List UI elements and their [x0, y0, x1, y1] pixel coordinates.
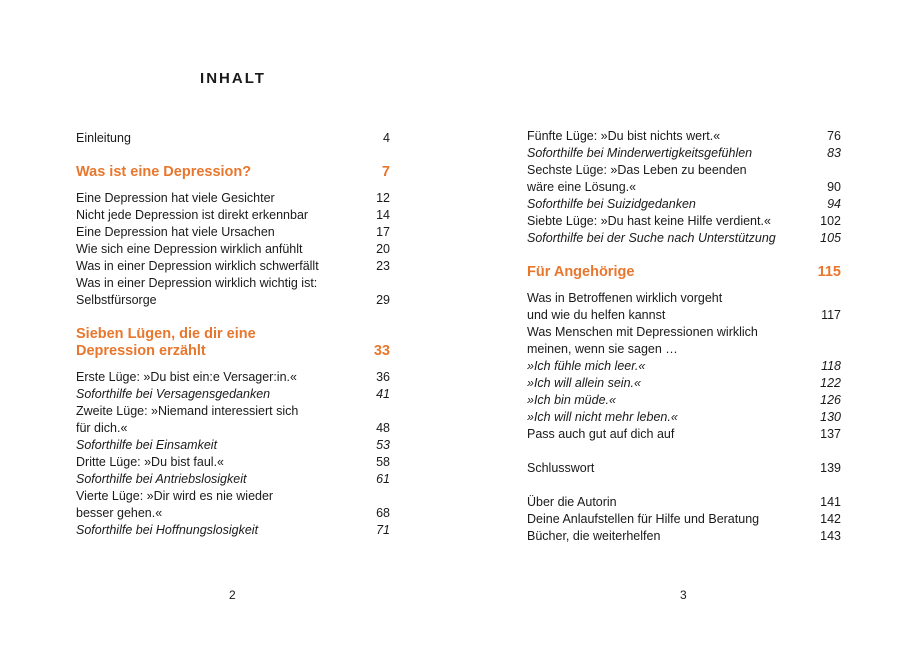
- toc-entry: [527, 290, 841, 307]
- toc-spacer: [527, 443, 841, 460]
- toc-entry-title: Nicht jede Depression ist direkt erkennbar: [76, 207, 309, 222]
- toc-entry-title: Zweite Lüge: »Niemand interessiert sich: [76, 403, 299, 418]
- toc-spacer: [527, 247, 841, 264]
- toc-entry-title: Über die Autorin: [527, 494, 617, 509]
- toc-entry-title: Was in Betroffenen wirklich vorgeht: [527, 290, 723, 305]
- toc-entry: [527, 230, 841, 247]
- toc-entry-title: Bücher, die weiterhelfen: [527, 528, 661, 543]
- toc-entry-page: 143: [820, 528, 841, 543]
- toc-entry-title: Fünfte Lüge: »Du bist nichts wert.«: [527, 129, 721, 143]
- toc-entry-page: 126: [820, 392, 841, 407]
- toc-entry: [76, 471, 390, 488]
- toc-entry-title: Einleitung: [76, 131, 131, 145]
- toc-entry-title: Wie sich eine Depression wirklich anfühlt: [76, 241, 303, 256]
- toc-entry: [527, 494, 841, 511]
- toc-entry-page: 12: [376, 190, 390, 205]
- toc-spacer: [76, 182, 390, 190]
- toc-entry-title: Deine Anlaufstellen für Hilfe und Beratung: [527, 511, 760, 526]
- toc-spacer: [76, 147, 390, 164]
- toc-entry: [76, 224, 390, 241]
- toc-entry-title: Was in einer Depression wirklich wichtig ist:: [76, 275, 318, 290]
- toc-entry-title: Selbstfürsorge: [76, 292, 157, 307]
- toc-entry-title: Soforthilfe bei Suizidgedanken: [527, 197, 696, 211]
- toc-entry: [527, 426, 841, 443]
- toc-entry-title: Schlusswort: [527, 460, 595, 475]
- toc-entry-page: 90: [827, 180, 841, 194]
- toc-entry-title: Soforthilfe bei Einsamkeit: [76, 437, 218, 452]
- toc-entry: [527, 145, 841, 162]
- toc-entry-title: Was in einer Depression wirklich schwerfällt: [76, 258, 319, 273]
- toc-left: [76, 130, 390, 539]
- toc-entry-title: Eine Depression hat viele Ursachen: [76, 224, 275, 239]
- toc-entry-title: Erste Lüge: »Du bist ein:e Versager:in.«: [76, 369, 297, 384]
- toc-entry-page: 118: [821, 358, 841, 373]
- toc-entry-title: Depression erzählt: [76, 343, 206, 359]
- toc-entry-title: »Ich fühle mich leer.«: [527, 358, 646, 373]
- toc-entry: [76, 420, 390, 437]
- toc-entry-page: 71: [376, 522, 390, 537]
- toc-section-heading: [76, 326, 390, 344]
- toc-entry-title: Soforthilfe bei Minderwertigkeitsgefühlen: [527, 146, 753, 160]
- toc-section-heading: [527, 264, 841, 282]
- toc-entry: [76, 275, 390, 292]
- toc-entry: [76, 505, 390, 522]
- toc-entry-title: Vierte Lüge: »Dir wird es nie wieder: [76, 488, 274, 503]
- toc-entry: [76, 190, 390, 207]
- toc-entry-title: »Ich bin müde.«: [527, 392, 616, 407]
- toc-entry-page: 94: [827, 197, 841, 211]
- toc-entry-page: 58: [376, 454, 390, 469]
- toc-entry: [527, 409, 841, 426]
- toc-entry-page: 33: [373, 343, 390, 359]
- toc-entry-title: Pass auch gut auf dich auf: [527, 426, 675, 441]
- toc-entry-title: Sechste Lüge: »Das Leben zu beenden: [527, 163, 747, 177]
- toc-entry: [76, 292, 390, 309]
- toc-entry-page: 23: [376, 258, 390, 273]
- toc-entry-page: 105: [820, 231, 841, 245]
- toc-entry-page: 61: [376, 471, 390, 486]
- toc-entry-page: 4: [383, 131, 390, 145]
- toc-entry: [76, 207, 390, 224]
- page-number-right: 3: [680, 588, 687, 602]
- toc-entry: [527, 392, 841, 409]
- toc-entry: [76, 522, 390, 539]
- toc-entry-title: wäre eine Lösung.«: [527, 180, 637, 194]
- toc-entry-page: 68: [376, 505, 390, 520]
- toc-entry: [527, 511, 841, 528]
- toc-entry: [76, 454, 390, 471]
- toc-entry: [527, 162, 841, 179]
- toc-entry: [76, 386, 390, 403]
- toc-entry-page: 102: [820, 214, 841, 228]
- toc-entry-page: 115: [817, 264, 841, 280]
- toc-entry: [527, 179, 841, 196]
- toc-entry-page: 29: [376, 292, 390, 307]
- page-number-left: 2: [229, 588, 236, 602]
- toc-entry: [76, 403, 390, 420]
- toc-entry-page: 41: [376, 386, 390, 401]
- left-page: [0, 0, 458, 648]
- toc-spacer: [527, 282, 841, 290]
- toc-entry: [527, 213, 841, 230]
- toc-entry-page: 130: [820, 409, 841, 424]
- toc-entry-title: Siebte Lüge: »Du hast keine Hilfe verdient.«: [527, 214, 771, 228]
- toc-entry-page: 76: [827, 129, 841, 143]
- toc-entry-title: Soforthilfe bei Hoffnungslosigkeit: [76, 522, 259, 537]
- toc-spacer: [76, 309, 390, 326]
- toc-entry: [527, 528, 841, 545]
- toc-entry: [76, 488, 390, 505]
- toc-entry: [527, 196, 841, 213]
- toc-entry-title: für dich.«: [76, 420, 128, 435]
- toc-entry-page: 117: [821, 307, 841, 322]
- toc-entry: [527, 341, 841, 358]
- toc-section-heading: [76, 164, 390, 182]
- toc-entry-page: 17: [376, 224, 390, 239]
- toc-entry: [527, 460, 841, 477]
- toc-entry-title: »Ich will allein sein.«: [527, 375, 641, 390]
- toc-section-heading: [76, 343, 390, 361]
- toc-entry-title: Sieben Lügen, die dir eine: [76, 325, 256, 342]
- toc-entry: [527, 375, 841, 392]
- toc-entry-page: 14: [376, 207, 390, 222]
- toc-entry-title: Für Angehörige: [527, 264, 635, 280]
- toc-entry-title: Was ist eine Depression?: [76, 164, 252, 180]
- toc-entry-page: 137: [820, 426, 841, 441]
- toc-entry-page: 7: [381, 164, 390, 180]
- toc-entry-page: 142: [820, 511, 841, 526]
- toc-entry-page: 48: [376, 420, 390, 435]
- toc-entry-title: Soforthilfe bei Versagensgedanken: [76, 386, 271, 401]
- toc-spacer: [527, 477, 841, 494]
- toc-entry-page: 20: [376, 241, 390, 256]
- toc-entry-title: Soforthilfe bei der Suche nach Unterstützung: [527, 231, 776, 245]
- toc-entry-page: 83: [827, 146, 841, 160]
- toc-entry-page: 53: [376, 437, 390, 452]
- toc-entry: [527, 324, 841, 341]
- toc-entry-title: und wie du helfen kannst: [527, 307, 666, 322]
- toc-spacer: [76, 361, 390, 369]
- toc-entry-title: Eine Depression hat viele Gesichter: [76, 190, 275, 205]
- toc-entry: [76, 369, 390, 386]
- toc-entry-page: 141: [820, 494, 841, 509]
- toc-entry-title: besser gehen.«: [76, 505, 163, 520]
- toc-entry-title: Soforthilfe bei Antriebslosigkeit: [76, 471, 247, 486]
- toc-entry-title: »Ich will nicht mehr leben.«: [527, 409, 678, 424]
- toc-entry: [527, 307, 841, 324]
- right-page: [459, 0, 917, 648]
- toc-entry: [76, 130, 390, 147]
- toc-entry: [527, 358, 841, 375]
- toc-entry: [76, 241, 390, 258]
- toc-entry-title: Dritte Lüge: »Du bist faul.«: [76, 454, 224, 469]
- toc-entry-title: Was Menschen mit Depressionen wirklich: [527, 324, 758, 339]
- toc-entry: [76, 437, 390, 454]
- toc-entry: [527, 128, 841, 145]
- toc-entry-page: 122: [820, 375, 841, 390]
- toc-entry-title: meinen, wenn sie sagen …: [527, 341, 678, 356]
- toc-right: [527, 128, 841, 545]
- toc-entry: [76, 258, 390, 275]
- toc-entry-page: 36: [376, 369, 390, 384]
- toc-entry-page: 139: [820, 460, 841, 475]
- contents-heading: INHALT: [200, 70, 266, 87]
